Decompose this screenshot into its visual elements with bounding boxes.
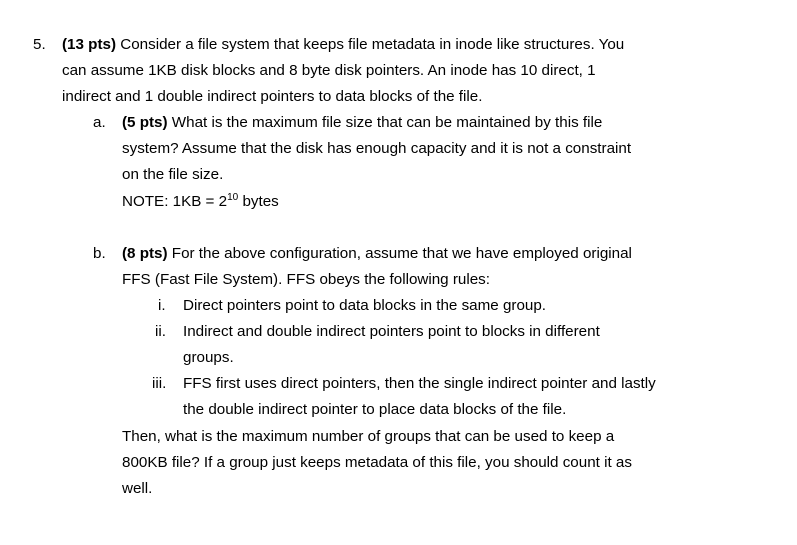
rule-i-text: Direct pointers point to data blocks in the same group. — [183, 297, 547, 314]
part-a-text-3: on the file size. — [122, 166, 224, 183]
closing-text-3: well. — [122, 480, 153, 497]
part-a-label: a. — [93, 114, 106, 131]
part-a-text-1: What is the maximum file size that can be maintained by this file — [171, 114, 603, 131]
part-a-text-2: system? Assume that the disk has enough capacity and it is not a constraint — [122, 140, 632, 157]
part-a-line-1 — [122, 113, 602, 133]
part-b-text-1: For the above configuration, assume that we have employed original — [171, 245, 632, 262]
part-b-text-2: FFS (Fast File System). FFS obeys the following rules: — [122, 271, 490, 288]
part-b-label: b. — [93, 245, 106, 262]
rule-iii-text-2: the double indirect pointer to place data blocks of the file. — [183, 401, 567, 418]
question-text-1: Consider a file system that keeps file metadata in inode like structures. You — [120, 36, 625, 53]
rule-ii-text-2: groups. — [183, 349, 234, 366]
closing-text-1: Then, what is the maximum number of groups that can be used to keep a — [122, 428, 615, 445]
rule-ii-text-1: Indirect and double indirect pointers point to blocks in different — [183, 323, 600, 340]
part-b-line-1 — [122, 244, 632, 264]
rule-i-label: i. — [158, 297, 166, 314]
part-b-points: (8 pts) — [122, 245, 168, 262]
part-a-points: (5 pts) — [122, 114, 168, 131]
closing-text-2: 800KB file? If a group just keeps metadata of this file, you should count it as — [122, 454, 632, 471]
question-text-2: can assume 1KB disk blocks and 8 byte disk pointers. An inode has 10 direct, 1 — [62, 62, 596, 79]
rule-iii-text-1: FFS first uses direct pointers, then the single indirect pointer and lastly — [183, 375, 656, 392]
question-number: 5. — [33, 36, 46, 53]
note-exponent: 10 — [227, 192, 239, 203]
note-suffix: bytes — [238, 193, 279, 210]
note-prefix: NOTE: 1KB = 2 — [122, 193, 228, 210]
question-points: (13 pts) — [62, 36, 117, 53]
rule-ii-label: ii. — [155, 323, 166, 340]
question-line-1 — [62, 35, 624, 55]
rule-iii-label: iii. — [152, 375, 167, 392]
part-a-note — [122, 192, 279, 212]
question-text-3: indirect and 1 double indirect pointers to data blocks of the file. — [62, 88, 483, 105]
